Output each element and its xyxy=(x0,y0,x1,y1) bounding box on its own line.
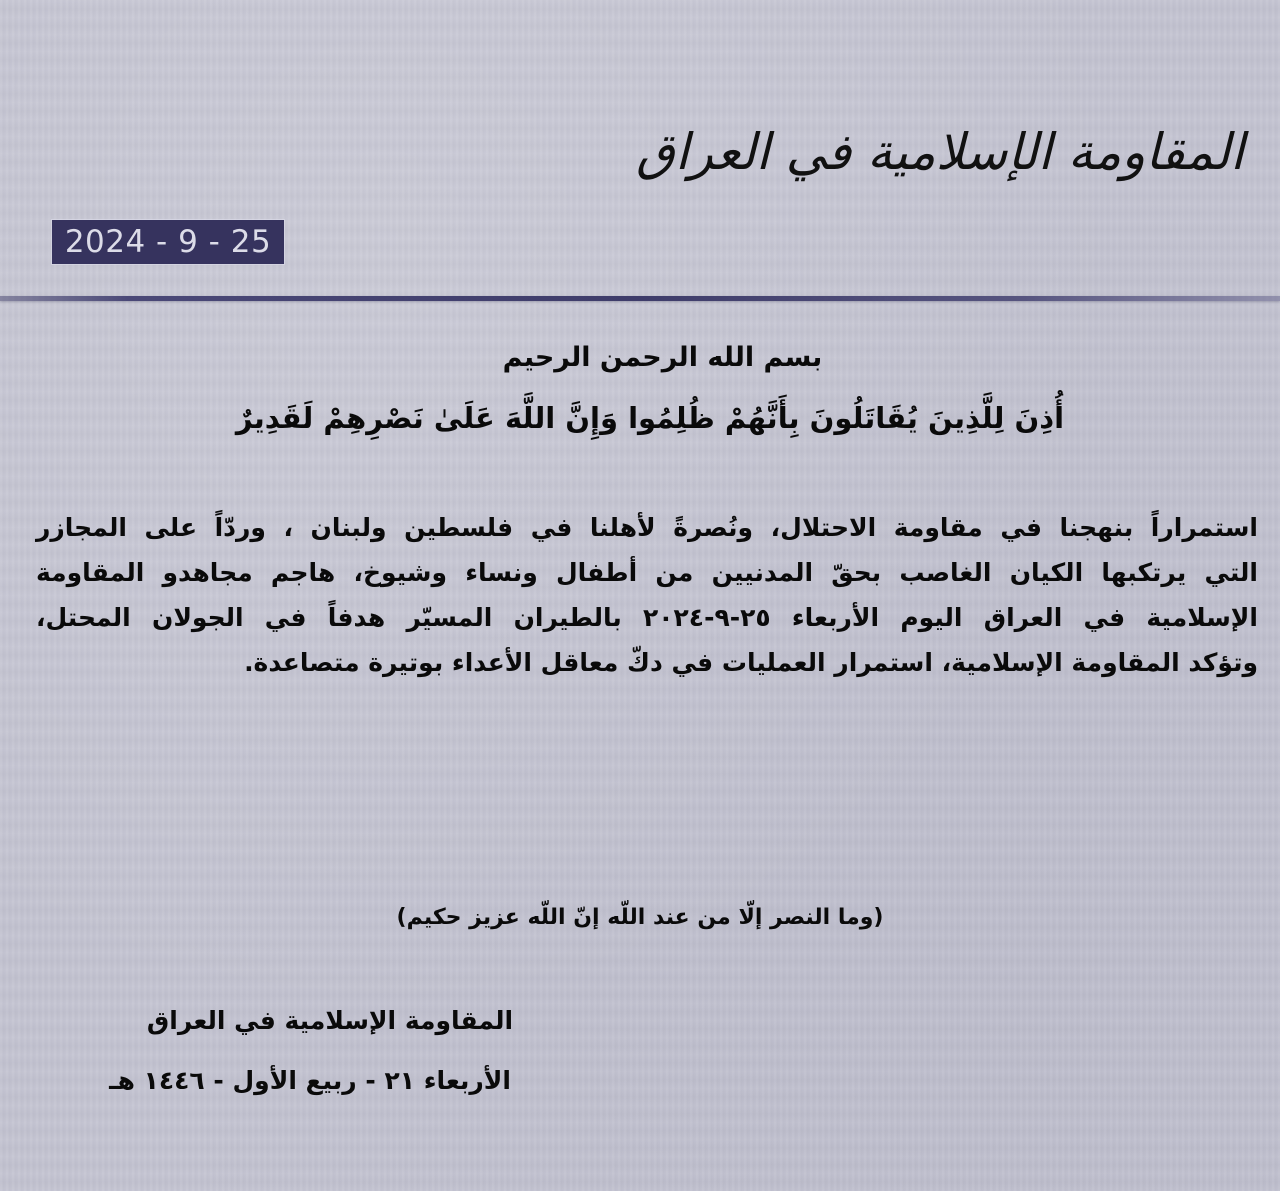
header-divider xyxy=(0,296,1280,301)
signature-block xyxy=(60,998,560,1104)
basmala: بسم الله الرحمن الرحيم xyxy=(502,342,823,373)
statement-line: التي يرتكبها الكيان الغاصب بحقّ المدنيين من أطفال ونساء وشيوخ، هاجم مجاهدو المقاومة xyxy=(36,558,1258,587)
signature-hijri-date: الأربعاء ٢١ - ربيع الأول - ١٤٤٦ هـ xyxy=(109,1066,511,1095)
statement-line: وتؤكد المقاومة الإسلامية، استمرار العمليات في دكّ معاقل الأعداء بوتيرة متصاعدة. xyxy=(244,648,1258,677)
statement-line: استمراراً بنهجنا في مقاومة الاحتلال، ونُصرةً لأهلنا في فلسطين ولبنان ، وردّاً على المجازر xyxy=(36,513,1258,542)
statement-body xyxy=(36,505,1258,685)
opening-verse: أُذِنَ لِلَّذِينَ يُقَاتَلُونَ بِأَنَّهُمْ ظُلِمُوا وَإِنَّ اللَّهَ عَلَىٰ نَصْرِهِمْ لَقَدِيرٌ xyxy=(235,401,1065,435)
statement-line: الإسلامية في العراق اليوم الأربعاء ٢٥-٩-٢٠٢٤ بالطيران المسيّر هدفاً في الجولان المحتل، xyxy=(36,603,1258,632)
closing-verse: (وما النصر إلّا من عند اللّه إنّ اللّه عزيز حكيم) xyxy=(396,905,884,930)
date-badge: 2024 - 9 - 25 xyxy=(52,220,284,264)
organization-calligraphy-header: المقاومة الإسلامية في العراق xyxy=(636,123,1244,181)
signature-organization: المقاومة الإسلامية في العراق xyxy=(146,1006,514,1035)
